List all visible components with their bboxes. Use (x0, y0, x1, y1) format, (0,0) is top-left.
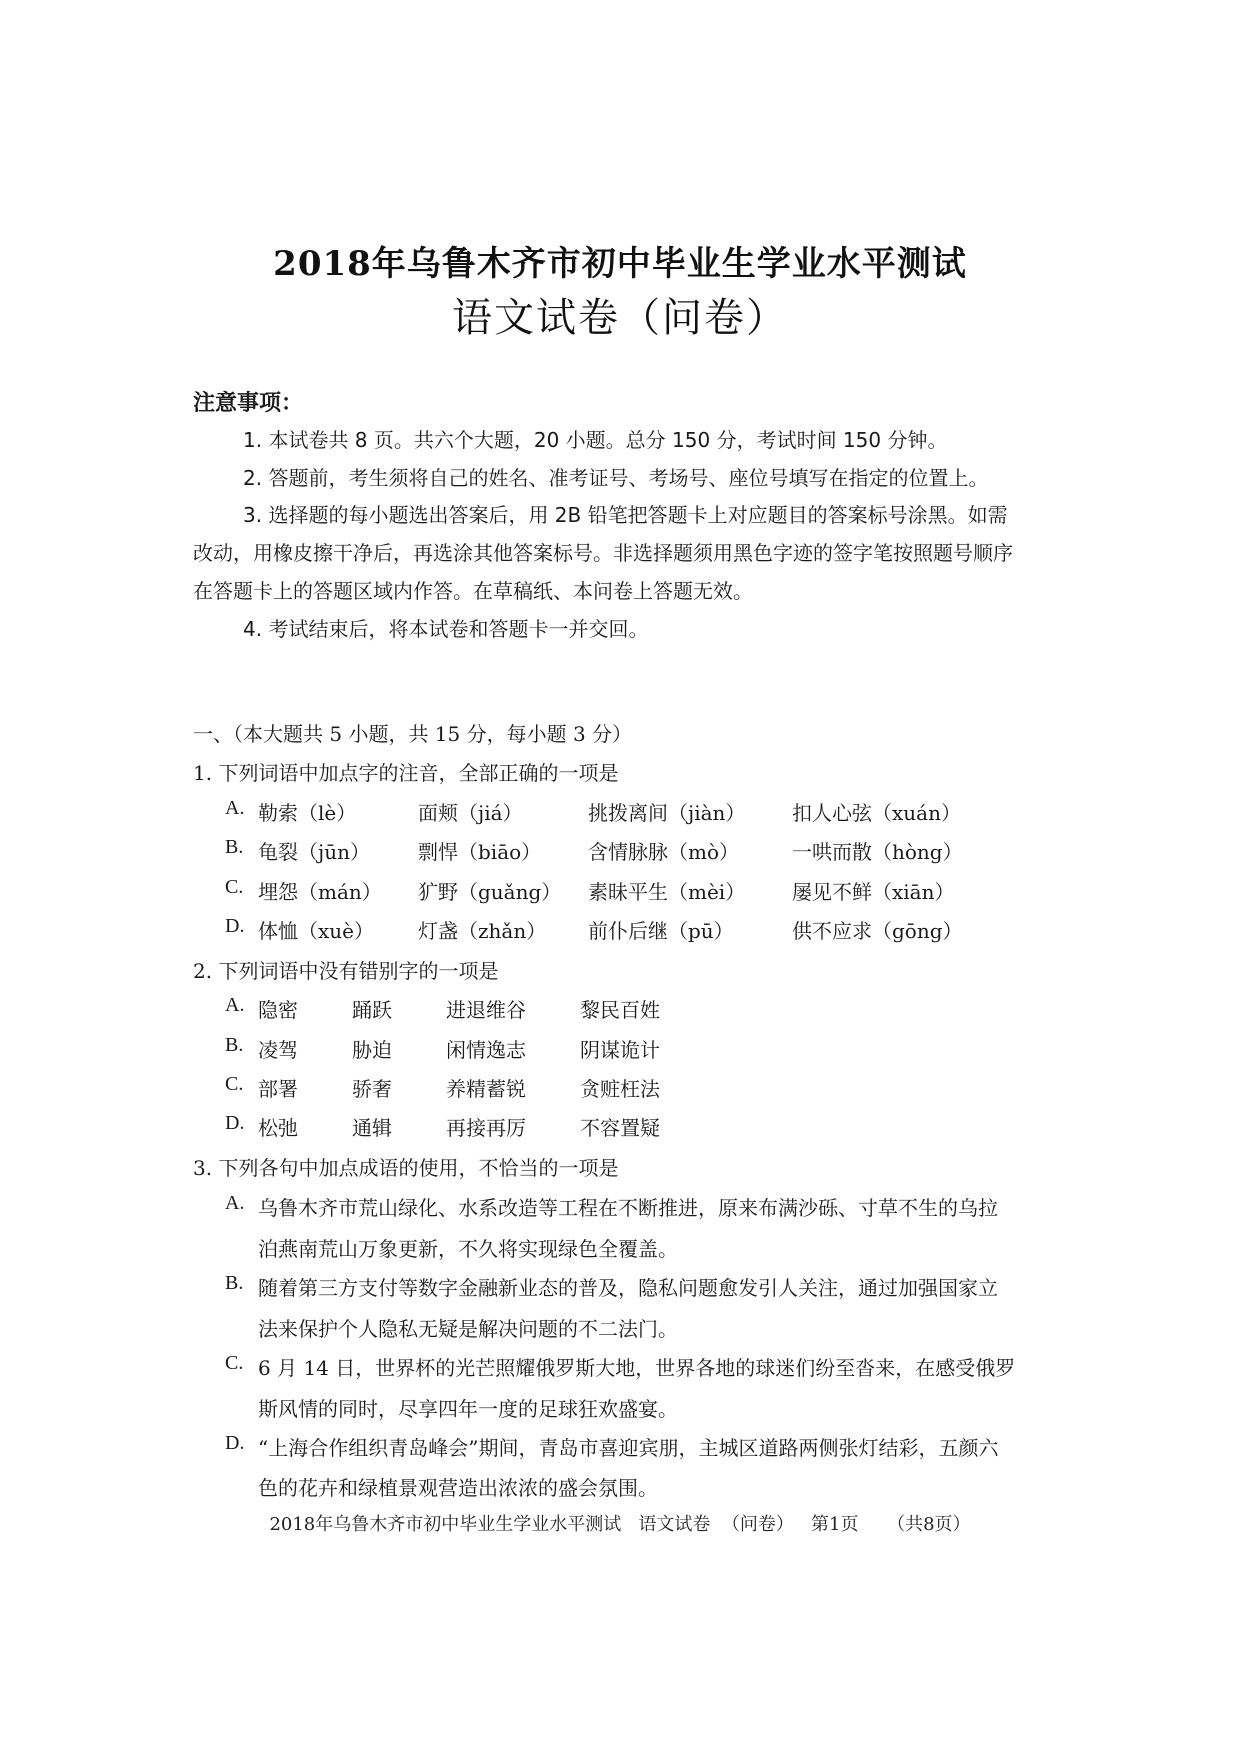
notice-item-2: 2. 答题前，考生须将自己的姓名、准考证号、考场号、座位号填写在指定的位置上。 (243, 466, 989, 490)
option-item: 阴谋诡计 (580, 1038, 660, 1062)
option-letter: A. (225, 797, 245, 819)
option-text-line: “上海合作组织青岛峰会”期间，青岛市喜迎宾朋，主城区道路两侧张灯结彩，五颜六 (258, 1436, 999, 1460)
option-item: 灯盏（zhǎn） (418, 919, 547, 943)
option-item: 面颊（jiá） (418, 801, 523, 825)
option-letter: B. (225, 1034, 244, 1056)
option-text-line: 斯风情的同时，尽享四年一度的足球狂欢盛宴。 (258, 1397, 678, 1421)
option-item: 再接再厉 (446, 1116, 526, 1140)
option-letter: B. (225, 836, 244, 858)
option-item: 剽悍（biāo） (418, 840, 542, 864)
question-3-stem: 3. 下列各句中加点成语的使用，不恰当的一项是 (193, 1156, 619, 1180)
option-letter: A. (225, 1192, 245, 1214)
option-item: 部署 (258, 1077, 298, 1101)
option-item: 黎民百姓 (580, 998, 660, 1022)
option-item: 供不应求（gōng） (792, 919, 963, 943)
option-item: 含情脉脉（mò） (588, 840, 740, 864)
option-letter: B. (225, 1272, 244, 1294)
option-item: 挑拨离间（jiàn） (588, 801, 746, 825)
notice-item-3-cont-2: 在答题卡上的答题区域内作答。在草稿纸、本问卷上答题无效。 (193, 579, 753, 603)
option-item: 犷野（guǎng） (418, 880, 562, 904)
notice-item-4: 4. 考试结束后，将本试卷和答题卡一并交回。 (243, 617, 649, 641)
option-letter: C. (225, 1352, 244, 1374)
question-1-stem: 1. 下列词语中加点字的注音，全部正确的一项是 (193, 761, 619, 785)
option-item: 骄奢 (352, 1077, 392, 1101)
option-item: 扣人心弦（xuán） (792, 801, 961, 825)
option-item: 前仆后继（pū） (588, 919, 734, 943)
question-2-stem: 2. 下列词语中没有错别字的一项是 (193, 959, 499, 983)
notice-item-3: 3. 选择题的每小题选出答案后，用 2B 铅笔把答题卡上对应题目的答案标号涂黑。如需 (243, 503, 1008, 527)
option-item: 屡见不鲜（xiān） (792, 880, 955, 904)
notice-item-1: 1. 本试卷共 8 页。共六个大题，20 小题。总分 150 分，考试时间 150 分钟。 (243, 428, 948, 452)
option-item: 勒索（lè） (258, 801, 357, 825)
option-item: 隐密 (258, 998, 298, 1022)
option-item: 不容置疑 (580, 1116, 660, 1140)
option-item: 通辑 (352, 1116, 392, 1140)
option-letter: D. (225, 1112, 245, 1134)
page-title: 2018年乌鲁木齐市初中毕业生学业水平测试 (273, 244, 967, 284)
option-letter: D. (225, 1432, 245, 1454)
page-subtitle: 语文试卷（问卷） (452, 295, 788, 341)
option-item: 凌驾 (258, 1038, 298, 1062)
option-item: 贪赃枉法 (580, 1077, 660, 1101)
option-item: 养精蓄锐 (446, 1077, 526, 1101)
option-letter: C. (225, 1073, 244, 1095)
option-item: 埋怨（mán） (258, 880, 382, 904)
option-text-line: 随着第三方支付等数字金融新业态的普及，隐私问题愈发引人关注，通过加强国家立 (258, 1276, 998, 1300)
option-item: 踊跃 (352, 998, 392, 1022)
option-item: 龟裂（jūn） (258, 840, 370, 864)
option-text-line: 色的花卉和绿植景观营造出浓浓的盛会氛围。 (258, 1476, 658, 1500)
option-item: 一哄而散（hòng） (792, 840, 963, 864)
option-item: 素昧平生（mèi） (588, 880, 746, 904)
option-item: 体恤（xuè） (258, 919, 374, 943)
option-letter: A. (225, 994, 245, 1016)
option-text-line: 法来保护个人隐私无疑是解决问题的不二法门。 (258, 1317, 678, 1341)
notice-heading: 注意事项： (193, 391, 304, 416)
option-letter: D. (225, 915, 245, 937)
option-text-line: 6 月 14 日，世界杯的光芒照耀俄罗斯大地，世界各地的球迷们纷至沓来，在感受俄罗 (258, 1356, 1016, 1380)
option-text-line: 乌鲁木齐市荒山绿化、水系改造等工程在不断推进，原来布满沙砾、寸草不生的乌拉 (258, 1196, 998, 1220)
page-footer: 2018年乌鲁木齐市初中毕业生学业水平测试 语文试卷 （问卷） 第1页 （共8页） (269, 1514, 971, 1535)
notice-item-3-cont-1: 改动，用橡皮擦干净后，再选涂其他答案标号。非选择题须用黑色字迹的签字笔按照题号顺序 (193, 541, 1013, 565)
option-item: 胁迫 (352, 1038, 392, 1062)
option-item: 闲情逸志 (446, 1038, 526, 1062)
option-item: 进退维谷 (446, 998, 526, 1022)
option-letter: C. (225, 876, 244, 898)
option-item: 松弛 (258, 1116, 298, 1140)
option-text-line: 泊燕南荒山万象更新，不久将实现绿色全覆盖。 (258, 1237, 678, 1261)
section-heading: 一、（本大题共 5 小题，共 15 分，每小题 3 分） (193, 722, 633, 746)
